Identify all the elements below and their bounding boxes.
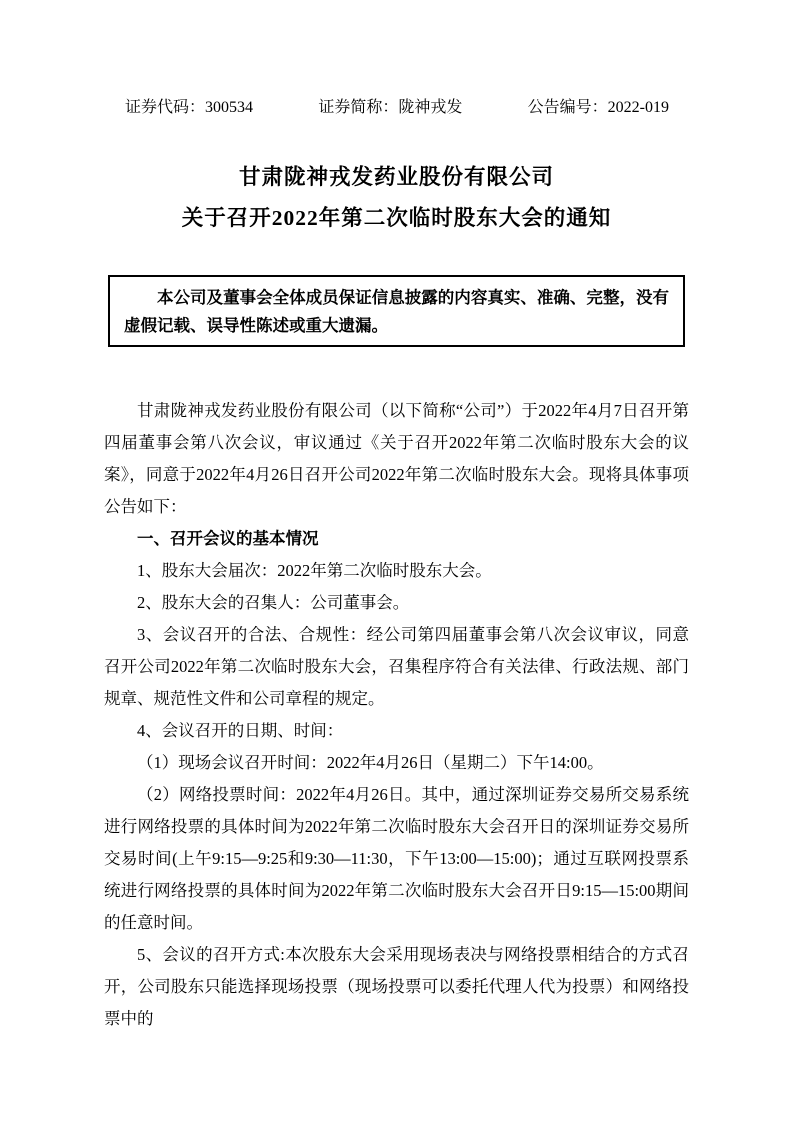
notice-title: 关于召开2022年第二次临时股东大会的通知	[181, 206, 612, 230]
document-body	[104, 395, 689, 1035]
item-online-voting-time: （2）网络投票时间：2022年4月26日。其中，通过深圳证券交易所交易系统进行网络投票的具体时间为2022年第二次临时股东大会召开日的深圳证券交易所交易时间(上午9:15—9:25和9:30—11:30，下午13:00—15:00)；通过互联网投票系统进行网络投票的具体时间为2022年第二次临时股东大会召开日9:15—15:00期间的任意时间。	[104, 785, 689, 932]
announcement-number: 公告编号：2022-019	[527, 99, 669, 116]
item-onsite-meeting-time: （1）现场会议召开时间：2022年4月26日（星期二）下午14:00。	[137, 753, 604, 772]
item-legality: 3、会议召开的合法、合规性：经公司第四届董事会第八次会议审议，同意召开公司2022年第二次临时股东大会，召集程序符合有关法律、行政法规、部门规章、规范性文件和公司章程的规定。	[104, 625, 689, 708]
disclaimer-box	[108, 275, 685, 347]
item-convener: 2、股东大会的召集人：公司董事会。	[137, 593, 410, 612]
intro-paragraph: 甘肃陇神戎发药业股份有限公司（以下简称“公司”）于2022年4月7日召开第四届董事会第八次会议，审议通过《关于召开2022年第二次临时股东大会的议案》，同意于2022年4月26日召开公司2022年第二次临时股东大会。现将具体事项公告如下：	[104, 401, 689, 516]
item-date-time-label: 4、会议召开的日期、时间：	[137, 721, 344, 740]
company-name-title: 甘肃陇神戎发药业股份有限公司	[238, 165, 554, 189]
section-1-heading: 一、召开会议的基本情况	[137, 529, 319, 548]
item-meeting-session: 1、股东大会届次：2022年第二次临时股东大会。	[137, 561, 492, 580]
document-title	[0, 157, 793, 239]
document-header	[125, 99, 669, 117]
disclaimer-text: 本公司及董事会全体成员保证信息披露的内容真实、准确、完整，没有虚假记载、误导性陈述或重大遗漏。	[124, 288, 669, 335]
stock-abbr: 证券简称：陇神戎发	[318, 99, 463, 116]
stock-code: 证券代码：300534	[125, 99, 254, 116]
item-meeting-method: 5、会议的召开方式:本次股东大会采用现场表决与网络投票相结合的方式召开，公司股东只能选择现场投票（现场投票可以委托代理人代为投票）和网络投票中的	[104, 945, 689, 1028]
